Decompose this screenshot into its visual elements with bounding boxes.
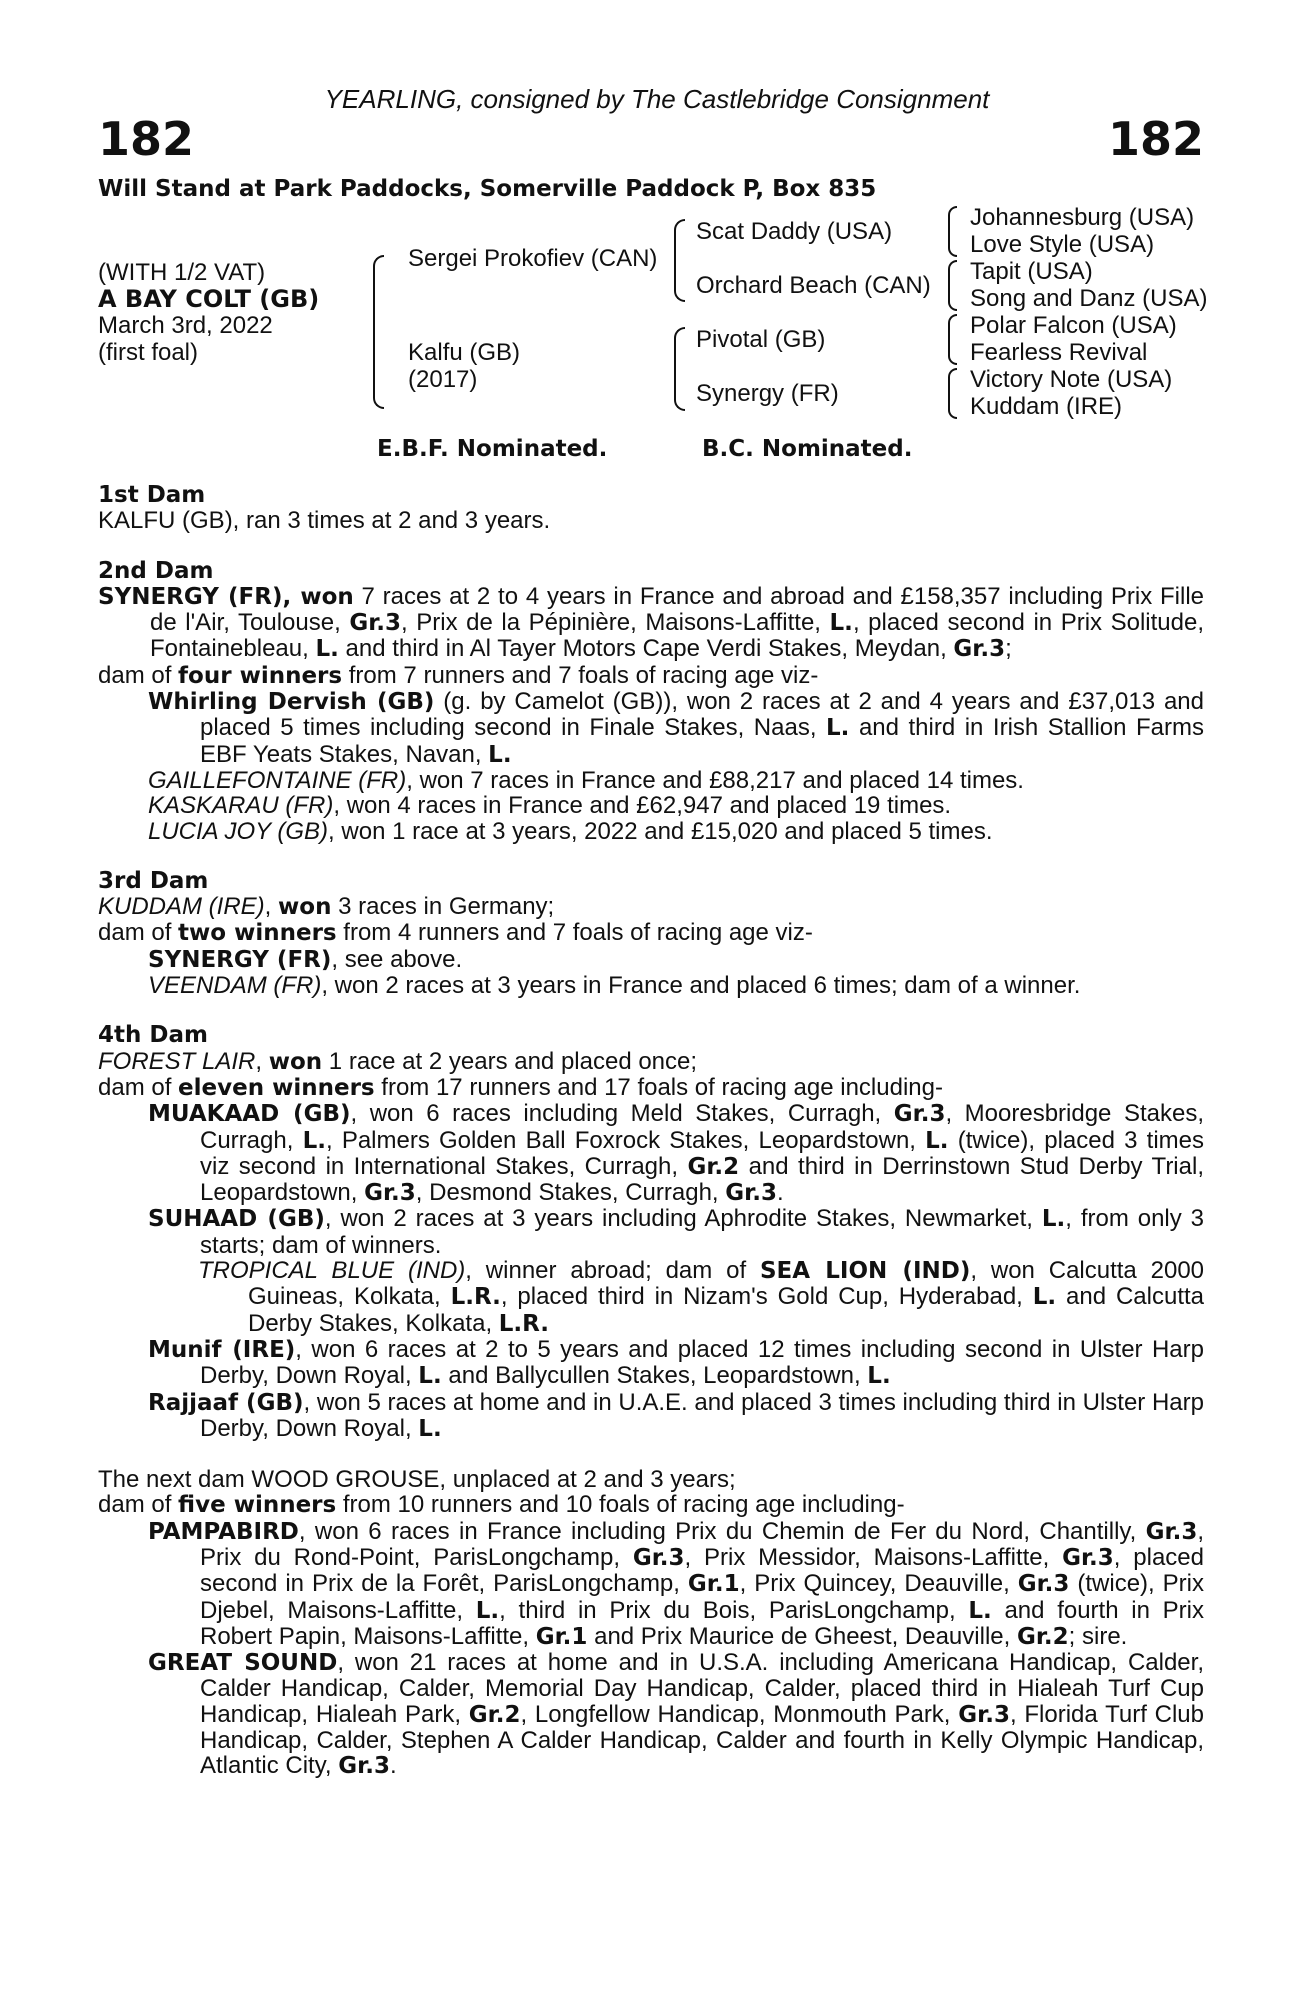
pedigree-brace-sire <box>674 219 685 302</box>
second-dam-heading: 2nd Dam <box>98 557 214 584</box>
produce-lucia-joy: LUCIA JOY (GB), won 1 race at 3 years, 2022 and £15,020 and placed 5 times. <box>148 817 993 845</box>
bc-nominated: B.C. Nominated. <box>702 436 913 462</box>
third-dam-produce-summary: dam of two winners from 4 runners and 7 foals of racing age viz- <box>98 919 813 947</box>
vat-note: (WITH 1/2 VAT) <box>98 259 266 286</box>
produce-whirling-dervish: Whirling Dervish (GB) (g. by Camelot (GB)), won 2 races at 2 and 4 years and £37,013 and placed 5 times including second in Finale Stakes, Naas, L. and third in Irish Stallion Farms EBF Yeats Stakes, Navan, L. <box>148 688 1205 768</box>
pedigree-brace-dd <box>948 368 957 419</box>
pedigree-dam-sire: Pivotal (GB) <box>696 326 826 353</box>
pedigree-brace-gen1 <box>373 255 384 409</box>
pedigree-sire-dam: Orchard Beach (CAN) <box>696 272 931 299</box>
second-dam-produce-summary: dam of four winners from 7 runners and 7 foals of racing age viz- <box>98 661 819 689</box>
next-dam-intro: The next dam WOOD GROUSE, unplaced at 2 and 3 years; <box>98 1466 736 1494</box>
produce-muakaad: MUAKAAD (GB), won 6 races including Meld Stakes, Curragh, Gr.3, Mooresbridge Stakes, Curragh, L., Palmers Golden Ball Foxrock Stakes, Leopardstown, L. (twice), placed 3 times viz second in International Stakes, Curragh, Gr.2 and third in Derrinstown Stud Derby Trial, Leopardstown, Gr.3, Desmond Stakes, Curragh, Gr.3. <box>148 1100 1204 1207</box>
horse-name: A BAY COLT (GB) <box>98 285 320 313</box>
pedigree-sdd: Song and Danz (USA) <box>970 285 1208 312</box>
produce-munif: Munif (IRE), won 6 races at 2 to 5 years and placed 12 times including second in Ulster Harp Derby, Down Royal, L. and Ballycullen Stakes, Leopardstown, L. <box>148 1335 1204 1390</box>
fourth-dam-heading: 4th Dam <box>98 1022 208 1049</box>
lot-number-right: 182 <box>1107 112 1204 166</box>
stand-location: Will Stand at Park Paddocks, Somerville Paddock P, Box 835 <box>98 176 877 202</box>
produce-pampabird: PAMPABIRD, won 6 races in France including Prix du Chemin de Fer du Nord, Chantilly, Gr.3, Prix du Rond-Point, ParisLongchamp, Gr.3, Prix Messidor, Maisons-Laffitte, Gr.3, placed second in Prix de la Forêt, ParisLongchamp, Gr.1, Prix Quincey, Deauville, Gr.3 (twice), Prix Djebel, Maisons-Laffitte, L., third in Prix du Bois, ParisLongchamp, L. and fourth in Prix Robert Papin, Maisons-Laffitte, Gr.1 and Prix Maurice de Gheest, Deauville, Gr.2; sire. <box>148 1517 1205 1650</box>
pedigree-dsd: Fearless Revival <box>970 339 1148 366</box>
fourth-dam-record: FOREST LAIR, won 1 race at 2 years and placed once; <box>98 1047 698 1075</box>
second-dam-record: SYNERGY (FR), won 7 races at 2 to 4 years in France and abroad and £158,357 including Prix Fille de l'Air, Toulouse, Gr.3, Prix de la Pépinière, Maisons-Laffitte, L., placed second in Prix Solitude, Fontainebleau, L. and third in Al Tayer Motors Cape Verdi Stakes, Meydan, Gr.3; <box>98 582 1205 663</box>
third-dam-record: KUDDAM (IRE), won 3 races in Germany; <box>98 893 555 921</box>
pedigree-dss: Polar Falcon (USA) <box>970 312 1177 339</box>
produce-synergy: SYNERGY (FR), see above. <box>148 945 463 973</box>
foaling-date: March 3rd, 2022 <box>98 312 273 339</box>
produce-rajjaaf: Rajjaaf (GB), won 5 races at home and in U.A.E. and placed 3 times including third in Ulster Harp Derby, Down Royal, L. <box>148 1388 1204 1442</box>
pedigree-dam-year: (2017) <box>408 366 478 393</box>
pedigree-brace-ds <box>948 314 957 365</box>
pedigree-ddd: Kuddam (IRE) <box>970 393 1123 420</box>
fourth-dam-produce-summary: dam of eleven winners from 17 runners and 17 foals of racing age including- <box>98 1073 943 1101</box>
ebf-nominated: E.B.F. Nominated. <box>377 436 608 462</box>
foal-note: (first foal) <box>98 339 199 366</box>
pedigree-sire: Sergei Prokofiev (CAN) <box>408 245 658 272</box>
pedigree-dds: Victory Note (USA) <box>970 366 1173 393</box>
next-dam-produce-summary: dam of five winners from 10 runners and 10 foals of racing age including- <box>98 1491 905 1519</box>
produce-veendam: VEENDAM (FR), won 2 races at 3 years in France and placed 6 times; dam of a winner. <box>148 972 1081 1000</box>
produce-great-sound: GREAT SOUND, won 21 races at home and in U.S.A. including Americana Handicap, Calder, Calder Handicap, Calder, Memorial Day Handicap, Calder, placed third in Hialeah Turf Cup Handicap, Hialeah Park, Gr.2, Longfellow Handicap, Monmouth Park, Gr.3, Florida Turf Club Handicap, Calder, Stephen A Calder Handicap, Calder and fourth in Kelly Olympic Handicap, Atlantic City, Gr.3. <box>148 1649 1205 1780</box>
produce-gaillefontaine: GAILLEFONTAINE (FR), won 7 races in France and £88,217 and placed 14 times. <box>148 766 1024 794</box>
pedigree-sss: Johannesburg (USA) <box>970 204 1195 231</box>
pedigree-sire-sire: Scat Daddy (USA) <box>696 218 893 245</box>
lot-number-left: 182 <box>98 112 195 166</box>
first-dam-section <box>98 483 1204 534</box>
produce-suhaad: SUHAAD (GB), won 2 races at 3 years including Aphrodite Stakes, Newmarket, L., from only 3 starts; dam of winners. <box>148 1205 1205 1259</box>
pedigree-dam-dam: Synergy (FR) <box>696 380 839 407</box>
pedigree-brace-ss <box>948 206 957 257</box>
second-dam-section <box>98 559 1204 844</box>
consignor-line: YEARLING, consigned by The Castlebridge Consignment <box>324 84 990 114</box>
produce-kaskarau: KASKARAU (FR), won 4 races in France and £62,947 and placed 19 times. <box>148 792 952 820</box>
first-dam-heading: 1st Dam <box>98 482 206 508</box>
produce-tropical-blue: TROPICAL BLUE (IND), winner abroad; dam of SEA LION (IND), won Calcutta 2000 Guineas, Kolkata, L.R., placed third in Nizam's Gold Cup, Hyderabad, L. and Calcutta Derby Stakes, Kolkata, L.R. <box>198 1257 1205 1337</box>
third-dam-heading: 3rd Dam <box>98 867 209 894</box>
third-dam-section <box>98 869 1204 998</box>
next-dam-section <box>98 1467 1204 1780</box>
pedigree-sds: Tapit (USA) <box>970 258 1093 285</box>
first-dam-text: KALFU (GB), ran 3 times at 2 and 3 years. <box>98 507 551 535</box>
pedigree-brace-dam <box>674 327 685 411</box>
produce-record <box>98 483 1204 1805</box>
pedigree-ssd: Love Style (USA) <box>970 231 1155 258</box>
pedigree-brace-sd <box>948 260 957 311</box>
pedigree-dam: Kalfu (GB) <box>408 339 521 366</box>
fourth-dam-section <box>98 1023 1204 1442</box>
